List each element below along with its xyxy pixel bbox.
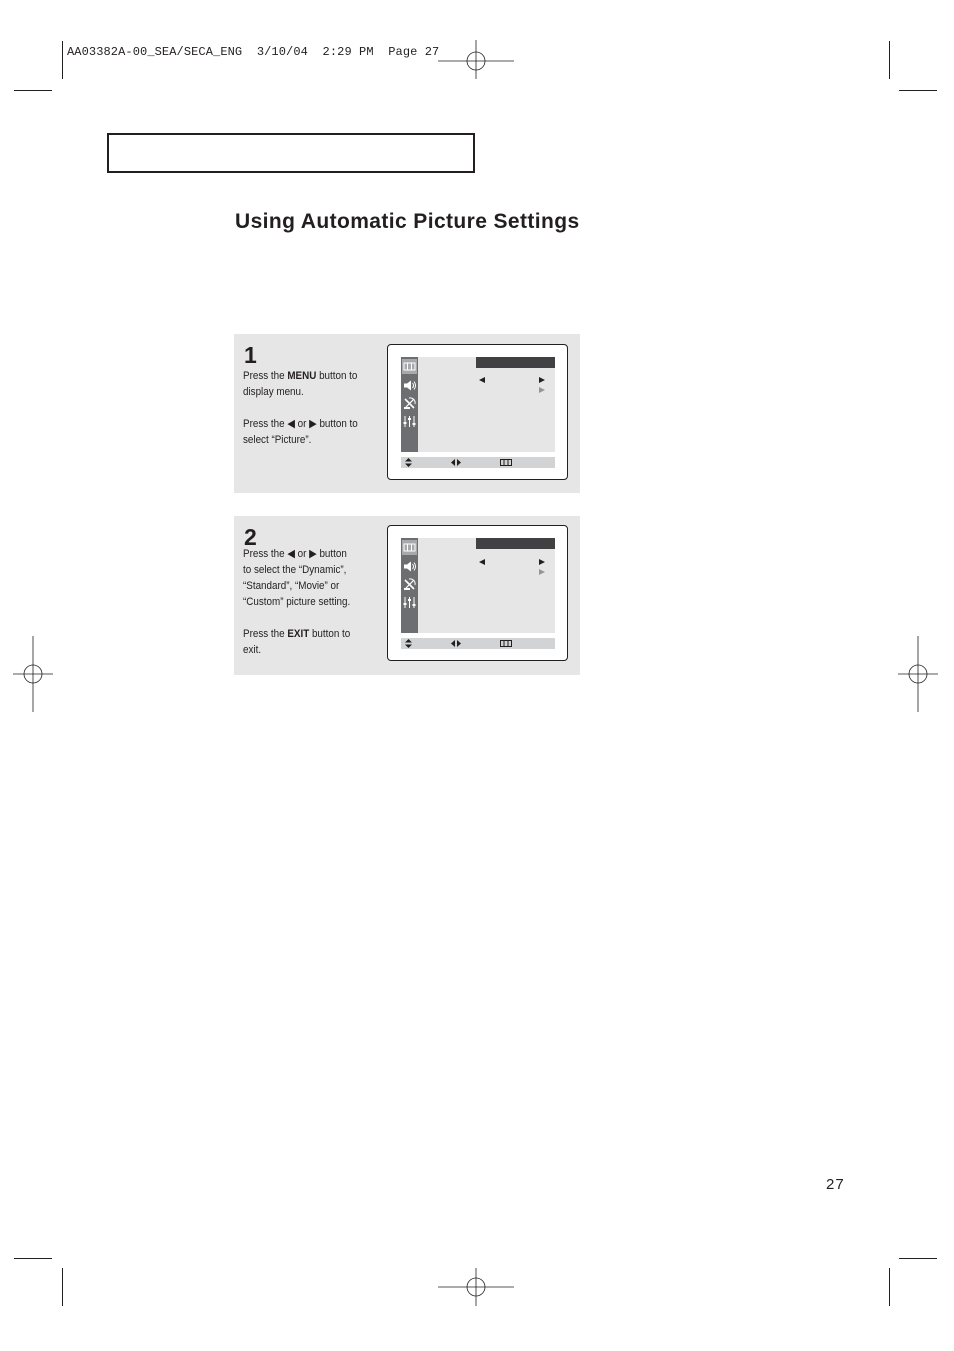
osd-right-arrow-icon [539, 559, 545, 565]
section-header-box [107, 133, 475, 173]
left-right-arrow-icon [451, 640, 461, 647]
osd-sidebar [401, 357, 418, 452]
osd-sidebar [401, 538, 418, 633]
left-arrow-glyph: ◀ [287, 548, 295, 560]
antenna-icon [402, 396, 417, 411]
exit-button-label: EXIT [287, 628, 310, 640]
osd-left-arrow-icon [479, 377, 485, 383]
sliders-icon [402, 414, 417, 429]
menu-icon [500, 459, 512, 466]
osd-right-arrow-icon [539, 377, 545, 383]
sliders-icon [402, 595, 417, 610]
print-slug: AA03382A-00_SEA/SECA_ENG 3/10/04 2:29 PM Page 27 [67, 45, 440, 59]
step-1-panel [234, 334, 580, 493]
osd-submenu-arrow-icon [539, 387, 545, 393]
osd-bottom-bar [401, 638, 555, 649]
osd-left-arrow-icon [479, 559, 485, 565]
osd-menu-area [418, 538, 555, 633]
up-down-arrow-icon [405, 639, 412, 648]
step-number: 2 [244, 524, 257, 550]
step-number: 1 [244, 342, 257, 368]
osd-bottom-bar [401, 457, 555, 468]
osd-screen [387, 525, 568, 661]
step-1-paragraph-2: Press the ◀ or ▶ button to select “Picture”. [243, 418, 358, 446]
up-down-arrow-icon [405, 458, 412, 467]
osd-screen [387, 344, 568, 480]
osd-submenu-arrow-icon [539, 569, 545, 575]
page-number: 27 [826, 1176, 845, 1193]
osd-title-bar [476, 538, 555, 549]
step-2-paragraph-2: Press the EXIT button to exit. [243, 628, 351, 656]
right-arrow-glyph: ▶ [309, 548, 317, 560]
picture-icon [402, 540, 417, 555]
step-2-paragraph-1: Press the ◀ or ▶ button to select the “Dynamic”, “Standard”, “Movie” or “Custom” picture setting. [243, 548, 351, 608]
right-arrow-glyph: ▶ [309, 418, 317, 430]
speaker-icon [402, 559, 417, 574]
left-right-arrow-icon [451, 459, 461, 466]
step-1-paragraph-1: Press the MENU button to display menu. [243, 370, 358, 398]
osd-menu-area [418, 357, 555, 452]
step-2-panel [234, 516, 580, 675]
antenna-icon [402, 577, 417, 592]
left-arrow-glyph: ◀ [287, 418, 295, 430]
page-title: Using Automatic Picture Settings [235, 210, 580, 233]
speaker-icon [402, 378, 417, 393]
menu-button-label: MENU [287, 370, 317, 382]
menu-icon [500, 640, 512, 647]
osd-title-bar [476, 357, 555, 368]
picture-icon [402, 359, 417, 374]
